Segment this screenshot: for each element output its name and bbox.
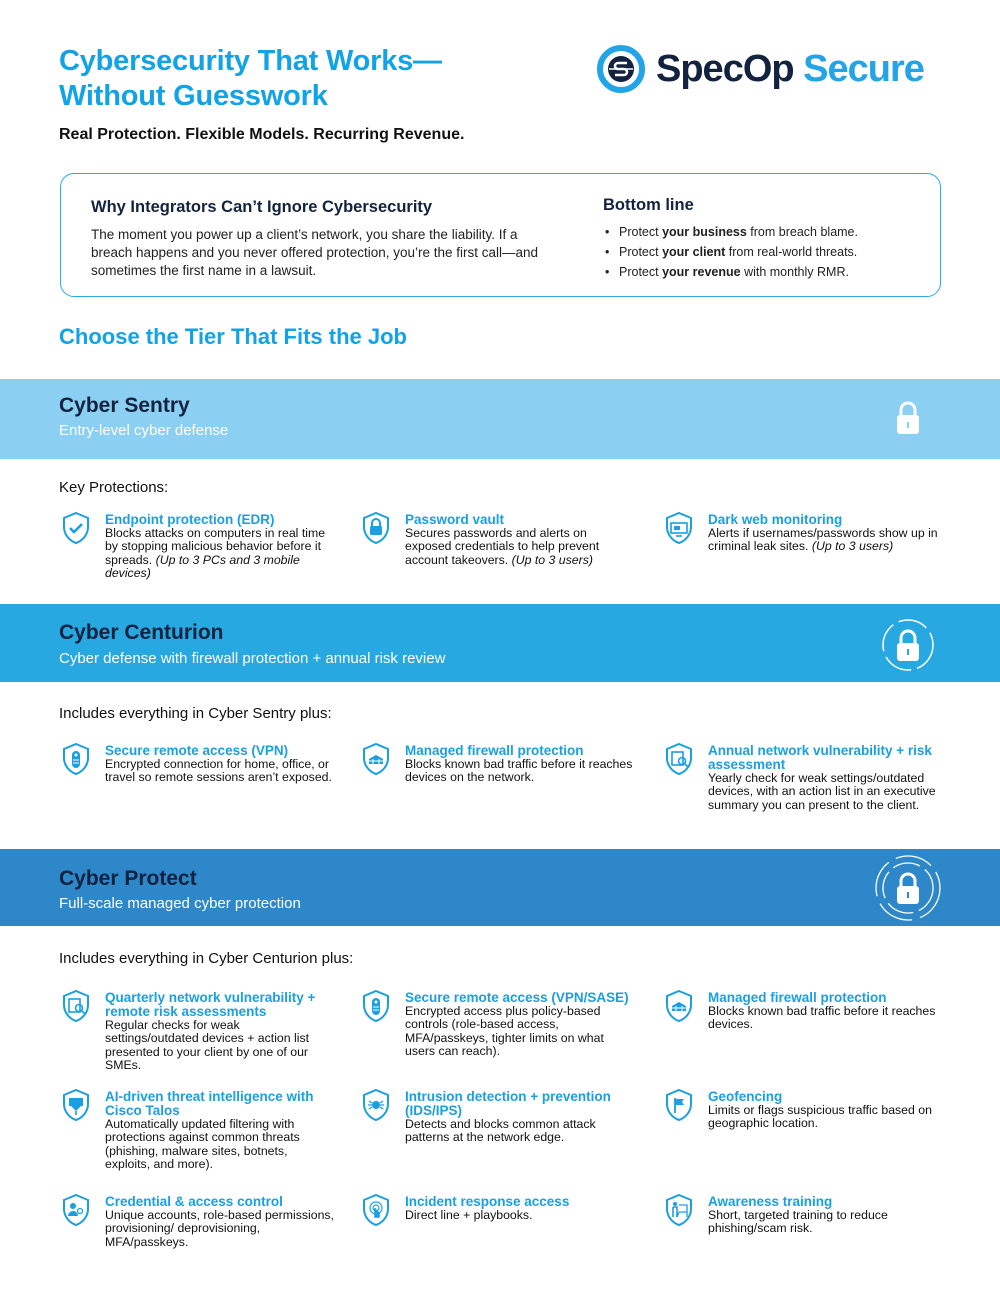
shield-flag-icon: [664, 1088, 694, 1122]
feature-item: [405, 744, 635, 785]
padlock-ring-icon: [880, 617, 936, 673]
feature-description: [405, 1005, 635, 1058]
feature-description: [105, 527, 335, 580]
feature-item: [105, 744, 335, 785]
feature-desc-text: Yearly check for weak settings/outdated devices, with an action list in an executive summary you can present to the client.: [708, 771, 936, 812]
feature-note: (Up to 3 PCs and 3 mobile devices): [105, 552, 300, 580]
title-line-2: Without Guesswork: [59, 80, 328, 112]
feature-item: [708, 1195, 943, 1236]
padlock-icon: [895, 400, 921, 436]
feature-description: [105, 1019, 335, 1072]
feature-desc-text: Direct line + playbooks.: [405, 1208, 533, 1222]
specop-secure-logo: [596, 44, 924, 94]
shield-scan-icon: [664, 742, 694, 776]
feature-desc-text: Secures passwords and alerts on exposed credentials to help prevent account takeovers.: [405, 526, 600, 567]
feature-description: [405, 1209, 635, 1222]
tagline: Real Protection. Flexible Models. Recurring Revenue.: [59, 126, 465, 143]
feature-note: (Up to 3 users): [511, 552, 593, 567]
tier-band-cyber-sentry: [0, 379, 1000, 459]
feature-item: [708, 513, 943, 554]
logo-mark-icon: [596, 44, 646, 94]
feature-title: Password vault: [405, 512, 505, 527]
feature-title: Managed firewall protection: [708, 990, 887, 1005]
feature-item: [405, 991, 635, 1058]
feature-note: (Up to 3 users): [811, 539, 894, 554]
feature-desc-text: Detects and blocks common attack patterns at the network edge.: [405, 1117, 596, 1145]
shield-users-icon: [61, 1193, 91, 1227]
why-body: The moment you power up a client’s network, you share the liability. If a breach happens and you never offered protection, you’re the first call—and sometimes the first name in a lawsuit.: [91, 227, 539, 278]
shield-scan-icon: [61, 989, 91, 1023]
logo-brand-dark: SpecOp: [656, 48, 794, 90]
feature-title: Intrusion detection + prevention (IDS/IPS): [405, 1089, 611, 1118]
tier-name: Cyber Centurion: [59, 621, 224, 644]
shield-bug-icon: [361, 1088, 391, 1122]
feature-desc-text: Blocks attacks on computers in real time by stopping malicious behavior before it spreads.: [105, 526, 326, 567]
feature-item: [708, 744, 943, 812]
padlock-double-ring-icon: [873, 853, 943, 923]
feature-desc-text: Blocks known bad traffic before it reaches devices.: [708, 1004, 936, 1032]
feature-title: Secure remote access (VPN/SASE): [405, 990, 629, 1005]
feature-title: Incident response access: [405, 1194, 570, 1209]
bottom-line-heading: Bottom line: [603, 196, 694, 214]
feature-title: Managed firewall protection: [405, 743, 584, 758]
bottom-line-item: • Protect your client from real-world threats.: [603, 242, 858, 262]
feature-title: Dark web monitoring: [708, 512, 843, 527]
feature-title: Endpoint protection (EDR): [105, 512, 275, 527]
logo-brand-light: Secure: [803, 48, 924, 90]
feature-desc-text: Unique accounts, role-based permissions, provisioning/ deprovisioning, MFA/passkeys.: [105, 1208, 334, 1249]
feature-item: [405, 513, 635, 567]
feature-title: Geofencing: [708, 1089, 783, 1104]
section-heading: Choose the Tier That Fits the Job: [59, 324, 407, 349]
feature-title: Credential & access control: [105, 1194, 283, 1209]
feature-description: [105, 758, 335, 785]
feature-title: Annual network vulnerability + risk assessment: [708, 743, 932, 772]
feature-title: Quarterly network vulnerability + remote risk assessments: [105, 990, 316, 1019]
feature-description: [708, 772, 943, 812]
feature-title: Secure remote access (VPN): [105, 743, 289, 758]
feature-item: [105, 991, 335, 1072]
feature-desc-text: Alerts if usernames/passwords show up in criminal leak sites.: [708, 526, 938, 554]
tier-intro: Includes everything in Cyber Sentry plus:: [59, 705, 332, 722]
feature-description: [105, 1209, 335, 1249]
feature-item: [105, 1195, 335, 1249]
feature-description: [405, 1118, 635, 1145]
shield-remote-icon: [61, 742, 91, 776]
feature-desc-text: Encrypted connection for home, office, or travel so remote sessions aren’t exposed.: [105, 757, 332, 785]
feature-description: [405, 527, 635, 567]
feature-description: [708, 527, 943, 554]
shield-filter-icon: [61, 1088, 91, 1122]
bottom-line-item: • Protect your revenue with monthly RMR.: [603, 262, 858, 282]
tier-band-cyber-protect: [0, 849, 1000, 926]
tier-subtitle: Full-scale managed cyber protection: [59, 895, 301, 912]
feature-description: [405, 758, 635, 785]
feature-item: [105, 513, 335, 580]
feature-desc-text: Regular checks for weak settings/outdated devices + action list presented to your client by one of our SMEs.: [105, 1018, 310, 1072]
tier-subtitle: Cyber defense with firewall protection + annual risk review: [59, 650, 446, 667]
page-title: [59, 44, 442, 114]
feature-desc-text: Limits or flags suspicious traffic based on geographic location.: [708, 1103, 932, 1131]
feature-item: [708, 1090, 943, 1131]
shield-lock-icon: [361, 511, 391, 545]
tier-name: Cyber Protect: [59, 867, 197, 890]
feature-title: AI-driven threat intelligence with Cisco Talos: [105, 1089, 314, 1118]
why-heading: Why Integrators Can’t Ignore Cybersecurity: [91, 198, 433, 216]
shield-training-icon: [664, 1193, 694, 1227]
shield-touch-icon: [361, 1193, 391, 1227]
feature-item: [105, 1090, 335, 1171]
shield-firewall-icon: [361, 742, 391, 776]
tier-band-cyber-centurion: [0, 604, 1000, 682]
tier-intro: Key Protections:: [59, 479, 169, 496]
why-integrators-box: [60, 173, 941, 297]
feature-desc-text: Blocks known bad traffic before it reaches devices on the network.: [405, 757, 633, 785]
feature-item: [708, 991, 943, 1032]
bottom-line-list: [603, 222, 858, 282]
bottom-line-item: • Protect your business from breach blame.: [603, 222, 858, 242]
feature-title: Awareness training: [708, 1194, 833, 1209]
feature-desc-text: Automatically updated filtering with protections against common threats (phishing, malware sites, botnets, exploits, and more).: [105, 1117, 300, 1171]
feature-desc-text: Encrypted access plus policy-based controls (role-based access, MFA/passkeys, tighter limits on what users can reach).: [405, 1004, 604, 1058]
feature-description: [708, 1104, 943, 1131]
tier-subtitle: Entry-level cyber defense: [59, 422, 229, 439]
tier-intro: Includes everything in Cyber Centurion plus:: [59, 950, 354, 967]
shield-remote-icon: [361, 989, 391, 1023]
tier-name: Cyber Sentry: [59, 394, 190, 417]
shield-firewall-icon: [664, 989, 694, 1023]
feature-description: [105, 1118, 335, 1171]
title-line-1: Cybersecurity That Works—: [59, 45, 442, 77]
feature-desc-text: Short, targeted training to reduce phishing/scam risk.: [708, 1208, 888, 1236]
shield-monitor-icon: [664, 511, 694, 545]
feature-description: [708, 1209, 943, 1236]
feature-item: [405, 1195, 635, 1222]
feature-description: [708, 1005, 943, 1032]
feature-item: [405, 1090, 635, 1145]
shield-check-icon: [61, 511, 91, 545]
